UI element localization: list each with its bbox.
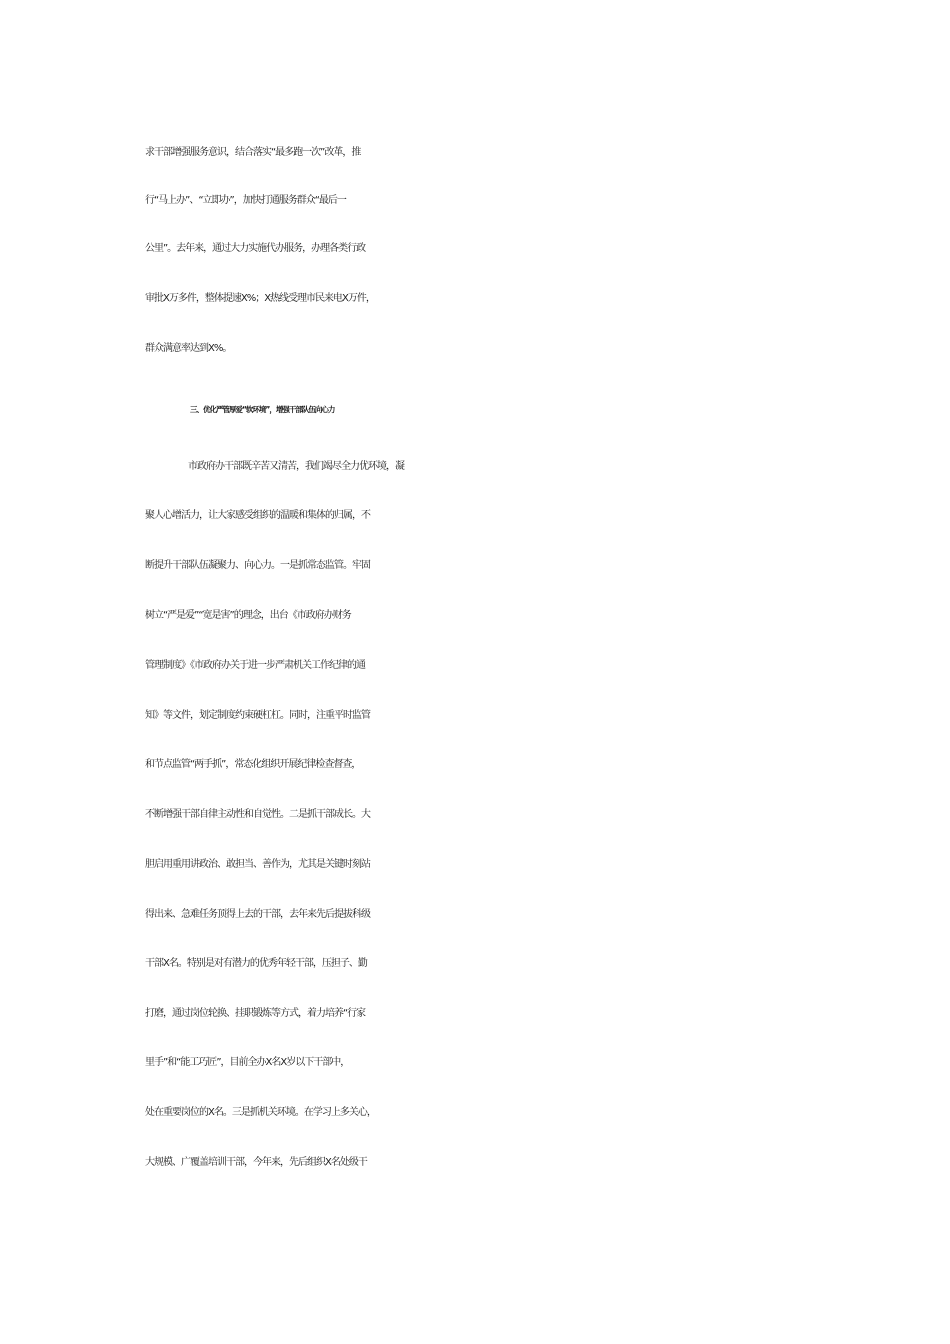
paragraph-2-line-8: 不断增强干部自律主动性和自觉性。二是抓干部成长。大 [145,809,370,820]
paragraph-2-line-6: 知》等文件，划定制度约束硬杠杠。同时，注重平时监管 [145,710,370,721]
paragraph-2-line-14: 处在重要岗位的X名。三是抓机关环境。在学习上多关心， [145,1107,376,1118]
paragraph-2-line-10: 得出来、急难任务顶得上去的干部，去年来先后提拔科级 [145,909,370,920]
paragraph-2-line-5: 管理制度》《市政府办关于进一步严肃机关工作纪律的通 [145,660,365,671]
paragraph-2-line-2: 聚人心增活力，让大家感受组织的温暖和集体的归属，不 [145,510,370,521]
section-heading: 三、优化严管厚爱“软环境”，增强干部队伍向心力 [190,405,335,414]
paragraph-2-line-3: 断提升干部队伍凝聚力、向心力。一是抓常态监管。牢固 [145,560,370,571]
paragraph-2-line-11: 干部X名。特别是对有潜力的优秀年轻干部，压担子、勤 [145,958,367,969]
paragraph-2-line-4: 树立“严是爱”“宽是害”的理念，出台《市政府办财务 [145,610,351,621]
paragraph-2-line-1: 市政府办干部既辛苦又清苦，我们竭尽全力优环境，凝 [188,461,404,472]
paragraph-1-line-2: 行“马上办”、“立即办”，加快打通服务群众“最后一 [145,195,346,206]
paragraph-2-line-9: 胆启用重用讲政治、敢担当、善作为，尤其是关键时刻站 [145,859,370,870]
paragraph-1-line-4: 审批X万多件，整体提速X%；X热线受理市民来电X万件， [145,293,375,304]
paragraph-2-line-7: 和节点监管“两手抓”，常态化组织开展纪律检查督查， [145,759,361,770]
paragraph-2-line-13: 里手”和“能工巧匠”，目前全办X名X岁以下干部中， [145,1057,350,1068]
paragraph-2-line-12: 打磨，通过岗位轮换、挂职锻炼等方式，着力培养“行家 [145,1008,366,1019]
paragraph-1-line-3: 公里”。去年来，通过大力实施代办服务，办理各类行政 [145,243,366,254]
paragraph-2-line-15: 大规模、广覆盖培训干部，今年来，先后组织X名处级干 [145,1157,367,1168]
paragraph-1-line-5: 群众满意率达到X%。 [145,343,232,354]
paragraph-1-line-1: 求干部增强服务意识，结合落实“最多跑一次”改革，推 [145,147,361,158]
